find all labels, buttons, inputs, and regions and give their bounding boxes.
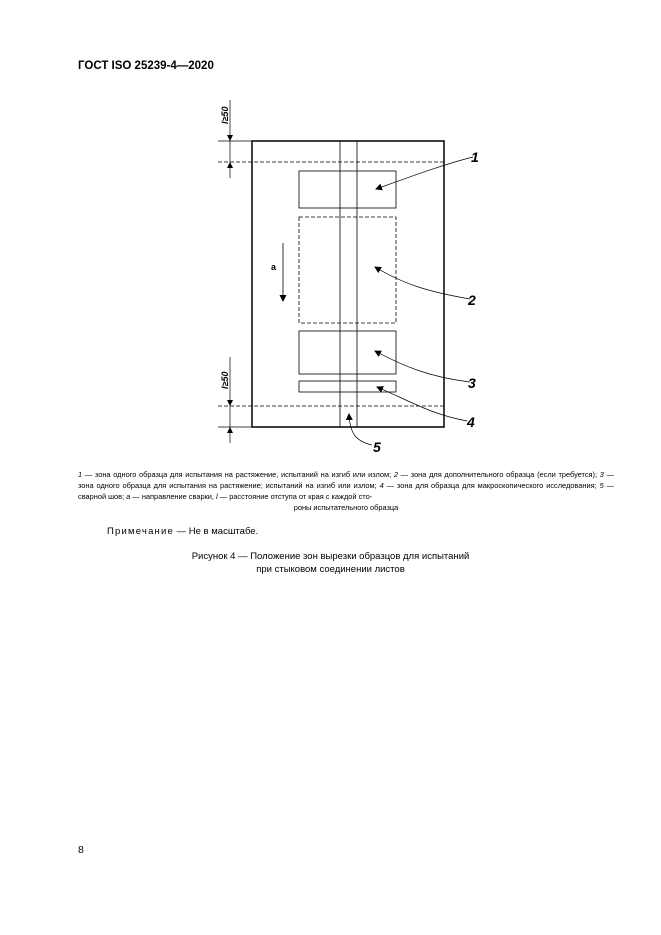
legend-key-2: 2 bbox=[393, 470, 398, 479]
leader-5 bbox=[349, 414, 372, 445]
page-number: 8 bbox=[78, 844, 84, 856]
callout-5: 5 bbox=[373, 439, 381, 455]
legend-key-1: 1 bbox=[78, 470, 83, 479]
welding-direction-label: а bbox=[271, 262, 277, 272]
figure-legend bbox=[78, 469, 614, 513]
legend-text-4: — зона для образца для макроскопического исследования; bbox=[383, 481, 600, 490]
top-dimension-label: l≥50 bbox=[220, 106, 230, 124]
legend-last-line: роны испытательного образца bbox=[293, 503, 399, 512]
legend-key-4: 4 bbox=[379, 481, 384, 490]
zone-1-rect bbox=[299, 171, 396, 208]
leader-3 bbox=[375, 351, 470, 382]
callout-1: 1 bbox=[471, 149, 479, 165]
document-header: ГОСТ ISO 25239-4—2020 bbox=[78, 60, 214, 72]
leader-2 bbox=[375, 267, 470, 299]
note-text: — Не в масштабе. bbox=[174, 526, 259, 537]
note-label: Примечание bbox=[107, 526, 174, 537]
zone-4-rect bbox=[299, 381, 396, 392]
bottom-dimension-arrow bbox=[227, 400, 233, 406]
bottom-dimension-label: l≥50 bbox=[220, 371, 230, 389]
zone-2-rect bbox=[299, 217, 396, 323]
legend-text-3: — зона одного образца для испытания на растяжение; испытаний на изгиб или излом; bbox=[78, 470, 614, 490]
legend-key-5: 5 bbox=[599, 481, 604, 490]
figure-title-line-2: при стыковом соединении листов bbox=[256, 564, 405, 575]
figure-title-line-1: Рисунок 4 — Положение зон вырезки образцов для испытаний bbox=[191, 551, 470, 562]
plate-outline bbox=[252, 141, 444, 427]
bottom-dimension-arrow-2 bbox=[227, 427, 233, 433]
legend-key-a: а bbox=[126, 492, 131, 501]
legend-text-a: — направление сварки, bbox=[130, 492, 217, 501]
top-dimension-arrow-2 bbox=[227, 162, 233, 168]
legend-text-1: — зона одного образца для испытания на растяжение, испытаний на изгиб или излом; bbox=[82, 470, 394, 479]
legend-text-2: — зона для дополнительного образца (если требуется); bbox=[397, 470, 600, 479]
legend-text-l: — расстояние отступа от края с каждой сто- bbox=[217, 492, 373, 501]
legend-key-l: l bbox=[216, 492, 218, 501]
zone-3-rect bbox=[299, 331, 396, 374]
legend-key-3: 3 bbox=[599, 470, 604, 479]
note bbox=[107, 526, 258, 537]
callout-3: 3 bbox=[468, 375, 476, 391]
callout-2: 2 bbox=[468, 292, 476, 308]
legend-text-5: — сварной шов; bbox=[78, 481, 614, 501]
callout-4: 4 bbox=[467, 414, 475, 430]
figure-title bbox=[0, 550, 661, 576]
top-dimension-arrow bbox=[227, 135, 233, 141]
